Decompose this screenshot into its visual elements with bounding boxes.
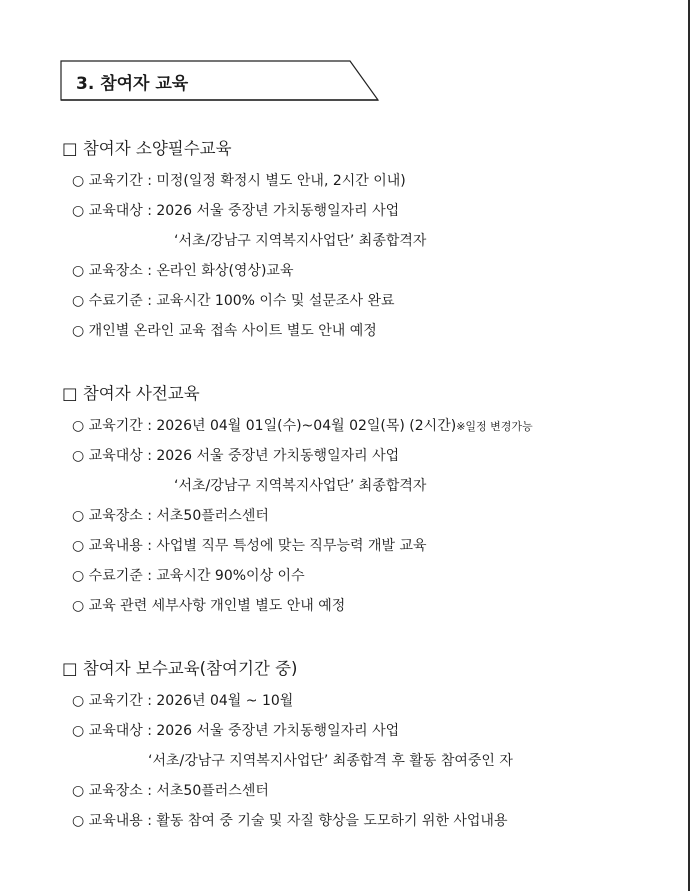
item-location: ○ 교육장소 : 서초50플러스센터 xyxy=(72,783,269,799)
section-title: □ 참여자 사전교육 xyxy=(62,384,200,403)
item-location: ○ 교육장소 : 서초50플러스센터 xyxy=(72,508,269,524)
item-period: ○ 교육기간 : 2026년 04월 ~ 10월 xyxy=(72,693,294,709)
item-period: ○ 교육기간 : 미정(일정 확정시 별도 안내, 2시간 이내) xyxy=(72,173,406,189)
item-target-continued: ‘서초/강남구 지역복지사업단’ 최종합격 후 활동 참여중인 자 xyxy=(148,753,513,769)
schedule-change-note: ※일정 변경가능 xyxy=(456,420,533,433)
item-notice: ○ 개인별 온라인 교육 접속 사이트 별도 안내 예정 xyxy=(72,323,377,339)
item-target: ○ 교육대상 : 2026 서울 중장년 가치동행일자리 사업 xyxy=(72,723,400,739)
item-period-text: ○ 교육기간 : 2026년 04월 01일(수)~04월 02일(목) (2시간) xyxy=(72,418,457,434)
item-target: ○ 교육대상 : 2026 서울 중장년 가치동행일자리 사업 xyxy=(72,448,400,464)
item-criteria: ○ 수료기준 : 교육시간 100% 이수 및 설문조사 완료 xyxy=(72,293,395,309)
item-content: ○ 교육내용 : 사업별 직무 특성에 맞는 직무능력 개발 교육 xyxy=(72,538,427,554)
section-continuing-education xyxy=(62,652,513,836)
section-pre-education xyxy=(62,377,533,621)
item-target-continued: ‘서초/강남구 지역복지사업단’ 최종합격자 xyxy=(174,478,427,494)
item-notice: ○ 교육 관련 세부사항 개인별 별도 안내 예정 xyxy=(72,598,346,614)
item-period xyxy=(62,411,533,441)
section-title: □ 참여자 소양필수교육 xyxy=(62,139,232,158)
item-target-continued: ‘서초/강남구 지역복지사업단’ 최종합격자 xyxy=(174,233,427,249)
item-criteria: ○ 수료기준 : 교육시간 90%이상 이수 xyxy=(72,568,305,584)
header-title: 3. 참여자 교육 xyxy=(76,74,189,94)
item-location: ○ 교육장소 : 온라인 화상(영상)교육 xyxy=(72,263,294,279)
item-target: ○ 교육대상 : 2026 서울 중장년 가치동행일자리 사업 xyxy=(72,203,400,219)
item-content: ○ 교육내용 : 활동 참여 중 기술 및 자질 향상을 도모하기 위한 사업내용 xyxy=(72,813,508,829)
section-basic-education xyxy=(62,132,426,346)
section-title: □ 참여자 보수교육(참여기간 중) xyxy=(62,659,298,678)
section-header xyxy=(60,60,380,102)
